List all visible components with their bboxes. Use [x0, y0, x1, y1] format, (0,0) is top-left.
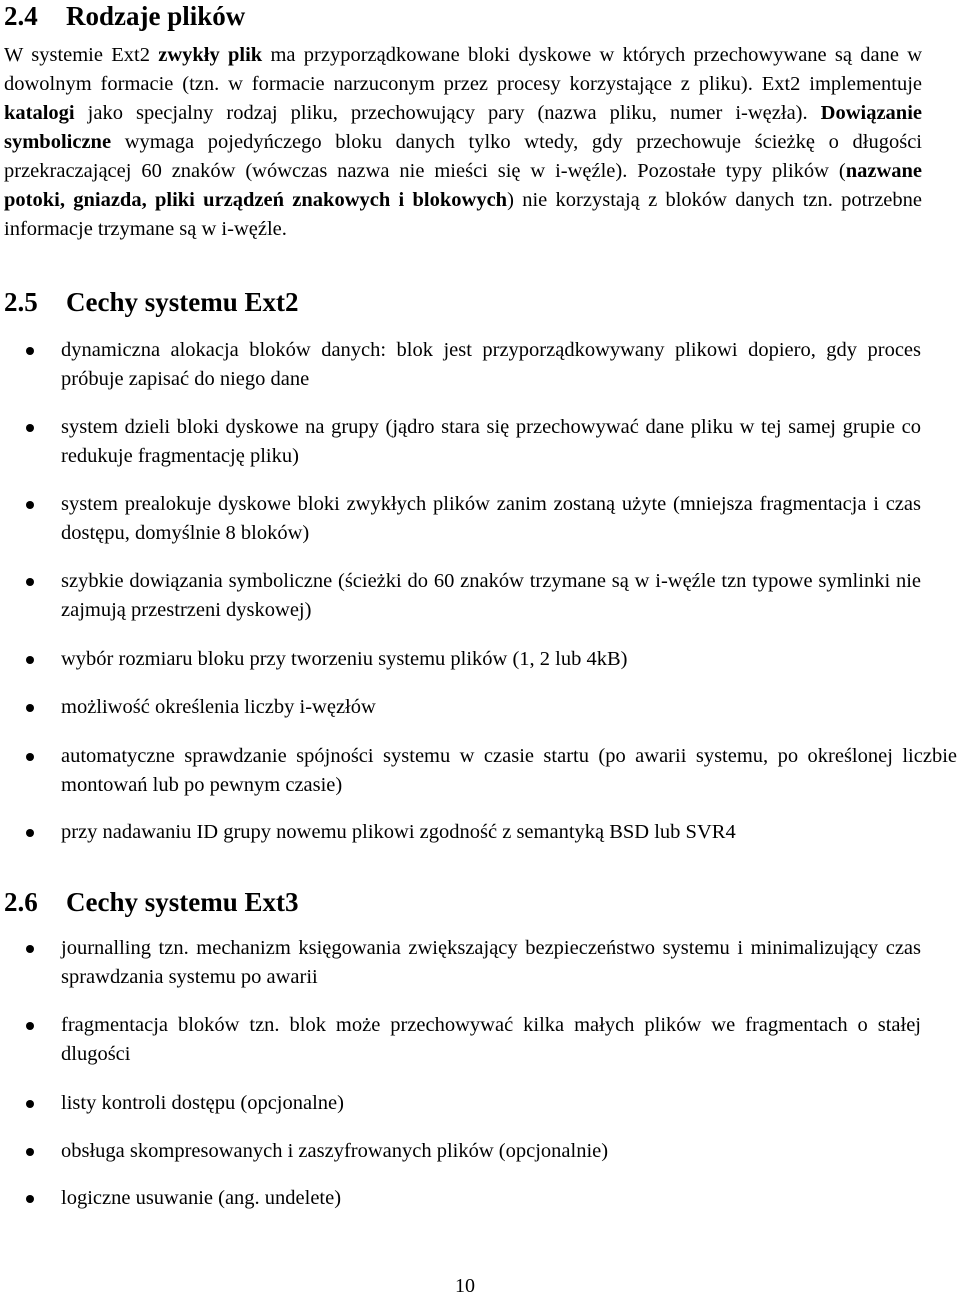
bold-term: katalogi [4, 102, 75, 124]
bold-term: Dowiązanie symboliczne [4, 102, 922, 153]
list-item-text: obsługa skompresowanych i zaszyfrowanych plików (opcjonalnie) [61, 1140, 609, 1162]
section-title: Cechy systemu Ext3 [66, 887, 299, 917]
list-item-text: dynamiczna alokacja bloków danych: blok jest przyporządkowywany plikowi dopiero, gdy proces próbuje zapisać do niego dane [61, 339, 921, 390]
section-2-4-paragraph [4, 41, 922, 244]
list-item-text: fragmentacja bloków tzn. blok może przechowywać kilka małych plików we fragmentach o stałej dlugości [61, 1014, 921, 1065]
section-number: 2.4 [4, 1, 38, 31]
bullet-icon [26, 704, 34, 712]
list-item-text: system dzieli bloki dyskowe na grupy (jądro stara się przechowywać dane pliku w tej samej grupie co redukuje fragmentację pliku) [61, 416, 921, 467]
bullet-icon [26, 424, 34, 432]
list-item-text: system prealokuje dyskowe bloki zwykłych plików zanim zostaną użyte (mniejsza fragmentacja i czas dostępu, domyślnie 8 bloków) [61, 493, 921, 544]
bullet-icon [26, 1100, 34, 1108]
text-run: W systemie Ext2 [4, 44, 159, 66]
text-run: ) nie korzystają z bloków danych tzn. potrzebne informacje trzymane są w i-węźle. [4, 189, 922, 240]
section-number: 2.6 [4, 887, 38, 917]
bold-term: zwykły plik [158, 44, 263, 66]
page-number: 10 [455, 1275, 475, 1297]
bullet-icon [26, 829, 34, 837]
bullet-icon [26, 1148, 34, 1156]
list-item-text: możliwość określenia liczby i-węzłów [61, 696, 376, 718]
bullet-icon [26, 656, 34, 664]
list-item-text: wybór rozmiaru bloku przy tworzeniu systemu plików (1, 2 lub 4kB) [61, 648, 628, 670]
list-item-text: szybkie dowiązania symboliczne (ścieżki do 60 znaków trzymane są w i-węźle tzn typowe symlinki nie zajmują przestrzeni dyskowej) [61, 570, 921, 621]
section-title: Cechy systemu Ext2 [66, 287, 299, 317]
section-title: Rodzaje plików [66, 1, 246, 31]
text-run: wymaga pojedyńczego bloku danych tylko wtedy, gdy przechowuje ścieżkę o długości przekraczającej 60 znaków (wówczas nazwa nie mieści się w i-węźle). Pozostałe typy plików ( [4, 131, 922, 182]
bold-term: nazwane potoki, gniazda, pliki urządzeń znakowych i blokowych [4, 160, 922, 211]
text-run: ma przyporządkowane bloki dyskowe w których przechowywane są dane w dowolnym formacie (tzn. w formacie narzuconym przez procesy korzystające z pliku). Ext2 implementuje [4, 44, 923, 95]
bullet-icon [26, 347, 34, 355]
list-item-text: listy kontroli dostępu (opcjonalne) [61, 1092, 344, 1114]
list-item-text: automatyczne sprawdzanie spójności systemu w czasie startu (po awarii systemu, po określonej liczbie montowań lub po pewnym czasie) [61, 745, 957, 796]
list-item-text: logiczne usuwanie (ang. undelete) [61, 1187, 342, 1209]
section-heading-2-5 [4, 286, 298, 318]
bullet-icon [26, 501, 34, 509]
text-run: jako specjalny rodzaj pliku, przechowujący pary (nazwa pliku, numer i-węzła). [74, 102, 821, 124]
bullet-icon [26, 1195, 34, 1203]
section-number: 2.5 [4, 287, 38, 317]
list-item-text: przy nadawaniu ID grupy nowemu plikowi zgodność z semantyką BSD lub SVR4 [61, 821, 736, 843]
bullet-icon [26, 753, 34, 761]
section-heading-2-6 [4, 886, 298, 918]
bullet-icon [26, 1022, 34, 1030]
list-item-text: journalling tzn. mechanizm księgowania zwiększający bezpieczeństwo systemu i minimalizujący czas sprawdzania systemu po awarii [61, 937, 921, 988]
bullet-icon [26, 945, 34, 953]
bullet-icon [26, 578, 34, 586]
section-heading-2-4 [4, 0, 245, 32]
